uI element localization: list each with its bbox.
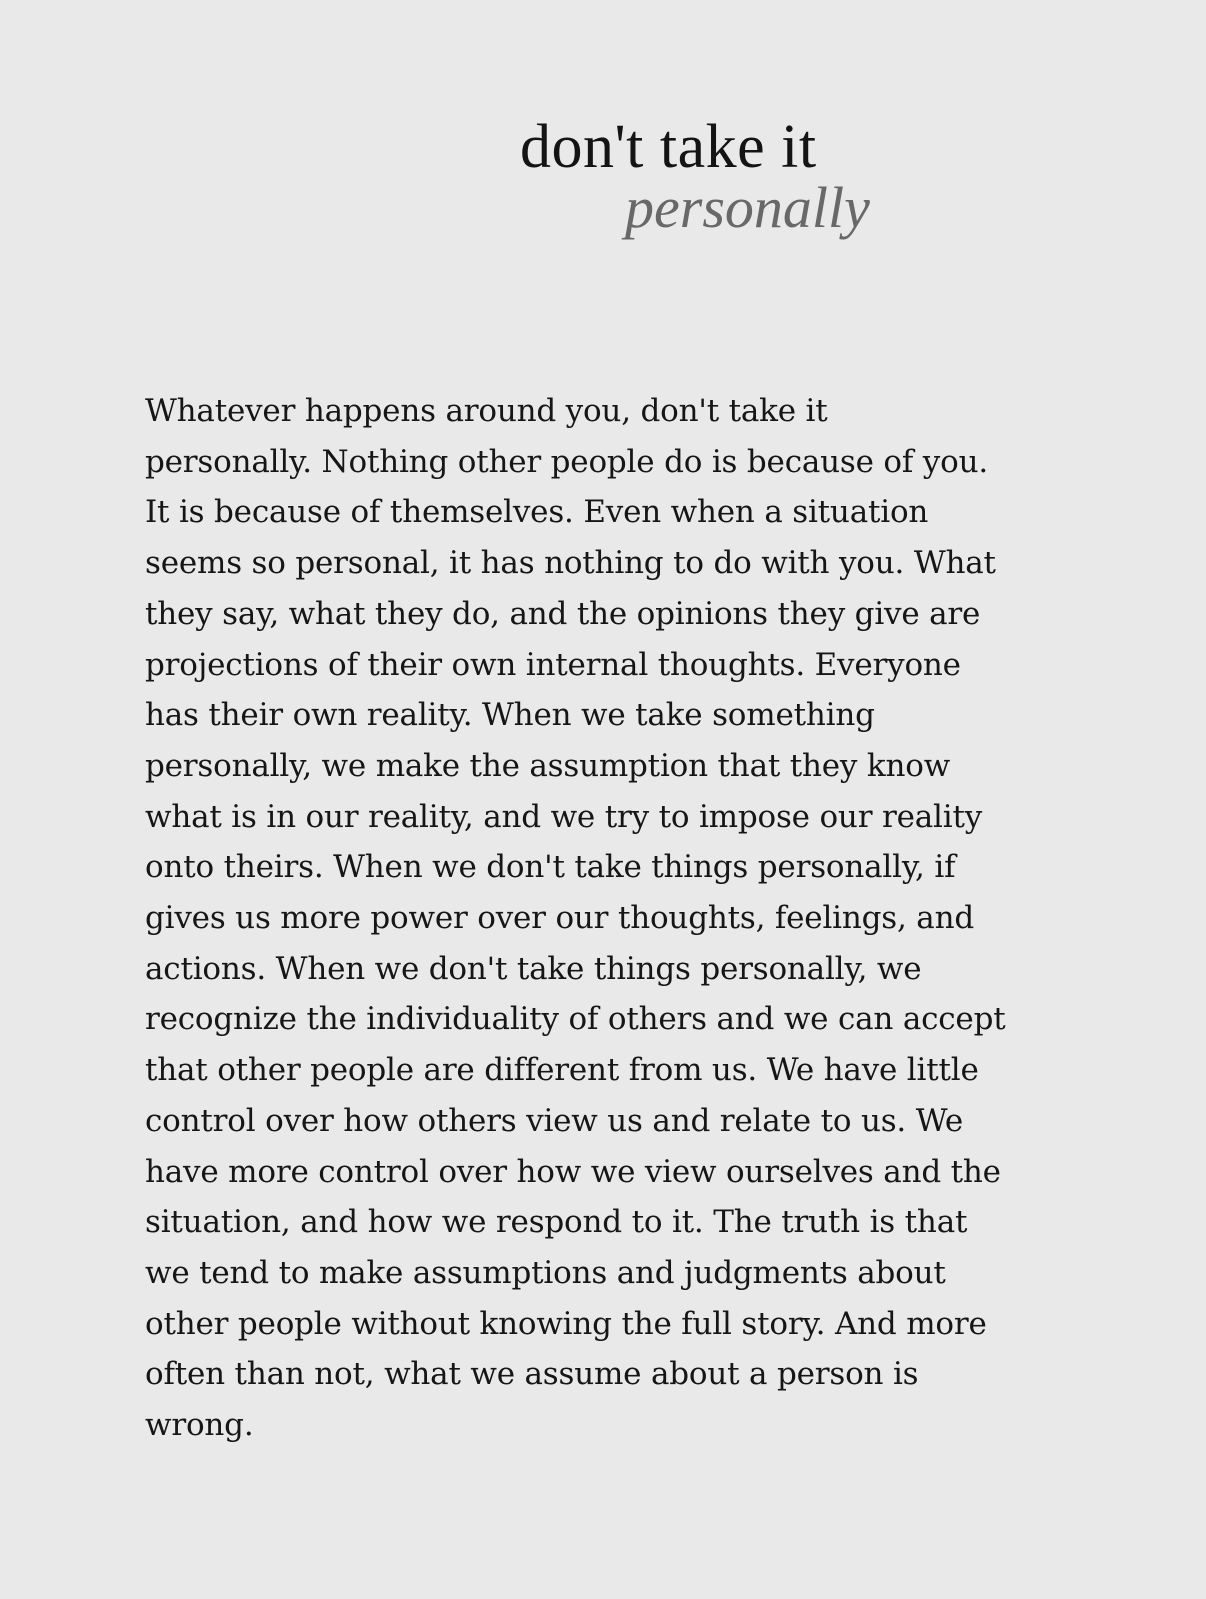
- body-line: we tend to make assumptions and judgments about: [145, 1254, 946, 1291]
- body-text: [145, 386, 1105, 1451]
- body-line: have more control over how we view ourselves and the: [145, 1153, 1001, 1190]
- body-line: projections of their own internal thoughts. Everyone: [145, 646, 961, 683]
- body-line: wrong.: [145, 1407, 254, 1444]
- body-line: gives us more power over our thoughts, feelings, and: [145, 900, 974, 937]
- body-line: control over how others view us and relate to us. We: [145, 1102, 964, 1139]
- body-line: seems so personal, it has nothing to do with you. What: [145, 545, 996, 582]
- body-line: they say, what they do, and the opinions they give are: [145, 595, 981, 632]
- body-line: what is in our reality, and we try to impose our reality: [145, 798, 983, 835]
- body-line: personally. Nothing other people do is because of you.: [145, 443, 989, 480]
- title-line-2: personally: [625, 175, 870, 240]
- body-line: recognize the individuality of others and we can accept: [145, 1001, 1006, 1038]
- body-line: actions. When we don't take things personally, we: [145, 950, 922, 987]
- title-block: [520, 112, 980, 240]
- body-line: has their own reality. When we take something: [145, 697, 875, 734]
- body-line: often than not, what we assume about a person is: [145, 1356, 919, 1393]
- body-line: Whatever happens around you, don't take it: [145, 393, 828, 429]
- body-line: It is because of themselves. Even when a situation: [145, 494, 929, 531]
- body-line: situation, and how we respond to it. The truth is that: [145, 1204, 968, 1241]
- body-line: onto theirs. When we don't take things personally, if: [145, 849, 956, 886]
- title-line-1: don't take it: [520, 113, 817, 181]
- body-line: other people without knowing the full story. And more: [145, 1305, 987, 1342]
- body-line: personally, we make the assumption that they know: [145, 747, 951, 784]
- body-line: that other people are different from us. We have little: [145, 1052, 979, 1089]
